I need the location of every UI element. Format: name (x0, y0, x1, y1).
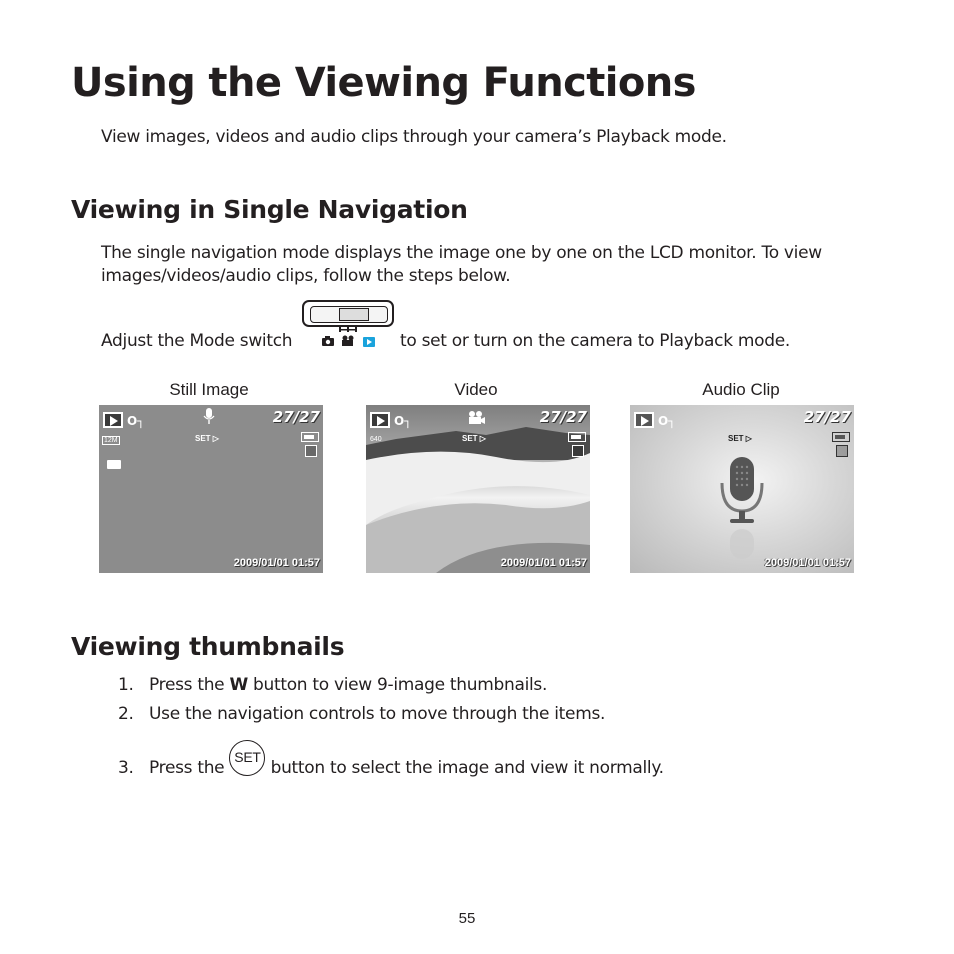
list-item (118, 704, 605, 724)
set-label: SET (728, 434, 744, 443)
battery-icon (301, 432, 319, 442)
page-title: Using the Viewing Functions (71, 60, 696, 106)
protect-key-icon: O┐ (394, 414, 412, 428)
playback-icon (370, 412, 390, 428)
single-navigation-line-2: images/videos/audio clips, follow the steps below. (101, 266, 511, 286)
datetime-stamp: 2009/01/01 01:57 (764, 557, 851, 569)
playback-mode-icon (363, 337, 375, 347)
protect-key-icon: O┐ (658, 414, 676, 428)
list-number: 3. (118, 758, 134, 778)
memory-card-icon (572, 445, 584, 457)
audio-counter: 27/27 (803, 408, 851, 426)
set-play-hint: SET ▷ (195, 434, 219, 443)
lcd-video (366, 405, 590, 573)
mode-arrows-icon (339, 326, 357, 332)
caption-audio-clip: Audio Clip (702, 380, 780, 399)
video-resolution-icon: 640 (370, 436, 382, 443)
section-heading-thumbnails: Viewing thumbnails (71, 632, 345, 661)
list-text: Use the navigation controls to move through the items. (149, 704, 606, 724)
set-button-icon: SET (229, 740, 265, 776)
mode-icons (318, 326, 380, 348)
microphone-icon (203, 408, 215, 425)
protect-key-icon: O┐ (127, 414, 145, 428)
list-text-after: button to select the image and view it normally. (270, 758, 664, 778)
list-text-before: Press the (149, 758, 225, 778)
battery-icon (832, 432, 850, 442)
adjust-text-before: Adjust the Mode switch (101, 331, 293, 351)
playback-icon (103, 412, 123, 428)
video-counter: 27/27 (539, 408, 587, 426)
mode-switch-illustration (302, 300, 394, 327)
memory-card-icon (836, 445, 848, 457)
single-navigation-line-1: The single navigation mode displays the image one by one on the LCD monitor. To view (101, 243, 822, 263)
list-text-after: button to view 9-image thumbnails. (247, 675, 548, 695)
w-button-label: W (229, 675, 248, 695)
mode-switch-track (310, 306, 388, 323)
set-play-hint: SET ▷ (462, 434, 486, 443)
set-label: SET (462, 434, 478, 443)
mode-switch-knob (339, 308, 369, 321)
lcd-audio-clip (630, 405, 854, 573)
list-number: 1. (118, 675, 134, 695)
battery-icon (568, 432, 586, 442)
camera-mode-icon (322, 336, 334, 346)
adjust-text-after: to set or turn on the camera to Playback mode. (400, 331, 790, 351)
list-text-before: Press the (149, 675, 230, 695)
datetime-stamp: 2009/01/01 01:57 (233, 557, 320, 569)
image-counter: 27/27 (272, 408, 320, 426)
video-mode-icon (342, 336, 354, 347)
print-icon (107, 460, 121, 469)
resolution-icon: 12M (104, 437, 118, 444)
set-play-hint: SET ▷ (728, 434, 752, 443)
list-item (118, 675, 547, 695)
list-item (118, 750, 664, 786)
section-heading-single-navigation: Viewing in Single Navigation (71, 195, 468, 224)
list-number: 2. (118, 704, 134, 724)
caption-still-image: Still Image (169, 380, 249, 399)
desert-landscape-photo (366, 405, 590, 573)
video-camera-icon (467, 410, 485, 425)
datetime-stamp: 2009/01/01 01:57 (500, 557, 587, 569)
intro-text: View images, videos and audio clips through your camera’s Playback mode. (101, 127, 727, 147)
page-number: 55 (458, 910, 476, 927)
set-label: SET (195, 434, 211, 443)
playback-icon (634, 412, 654, 428)
caption-video: Video (454, 380, 498, 399)
microphone-image-icon (718, 455, 766, 565)
memory-card-icon (305, 445, 317, 457)
lcd-still-image (99, 405, 323, 573)
